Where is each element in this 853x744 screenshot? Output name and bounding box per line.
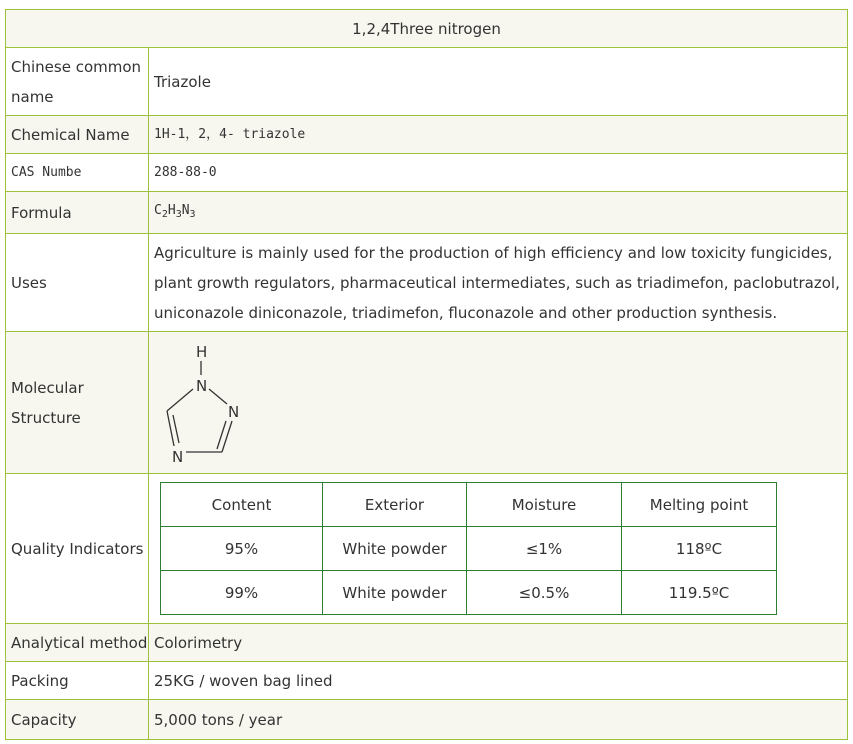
formula-value — [149, 192, 848, 234]
structure-cell — [149, 332, 848, 474]
title-row — [6, 10, 848, 48]
row-capacity — [6, 700, 848, 740]
triazole-structure-image — [154, 339, 254, 467]
quality-row — [161, 571, 777, 615]
row-label: Chemical Name — [6, 116, 149, 154]
quality-cell-melting: 119.5ºC — [622, 571, 777, 615]
row-label: Uses — [6, 234, 149, 332]
row-label: CAS Numbe — [6, 154, 149, 192]
row-label: Packing — [6, 662, 149, 700]
atom-n1: N — [196, 376, 208, 395]
quality-header-row — [161, 483, 777, 527]
row-formula — [6, 192, 848, 234]
atom-n2: N — [228, 402, 240, 421]
table-title: 1,2,4Three nitrogen — [6, 10, 848, 48]
quality-cell — [149, 474, 848, 624]
bond-n4-c5-double — [173, 415, 179, 443]
row-value: 1H-1，2，4- triazole — [149, 116, 848, 154]
bond-n1-c5 — [167, 389, 193, 411]
row-value: 25KG / woven bag lined — [149, 662, 848, 700]
row-value: Agriculture is mainly used for the production of high efficiency and low toxicity fungicides, plant growth regulators, pharmaceutical intermediates, such as triadimefon, paclobutrazol, uniconazole diniconazole, triadimefon, fluconazole and other production synthesis. — [149, 234, 848, 332]
quality-cell-content: 95% — [161, 527, 323, 571]
quality-indicators-table — [160, 482, 777, 615]
formula-c-sub: 2 — [161, 208, 168, 220]
row-common-name — [6, 48, 848, 116]
quality-header: Exterior — [323, 483, 467, 527]
row-chemical-name — [6, 116, 848, 154]
quality-header: Content — [161, 483, 323, 527]
row-label: Molecular Structure — [6, 332, 149, 474]
row-label: Formula — [6, 192, 149, 234]
row-value: 5,000 tons / year — [149, 700, 848, 740]
quality-cell-melting: 118ºC — [622, 527, 777, 571]
quality-cell-exterior: White powder — [323, 527, 467, 571]
row-quality — [6, 474, 848, 624]
row-uses — [6, 234, 848, 332]
row-value: Triazole — [149, 48, 848, 116]
row-label: Quality Indicators — [6, 474, 149, 624]
product-spec-table — [5, 9, 848, 740]
atom-n3: N — [172, 447, 184, 466]
row-analytical — [6, 624, 848, 662]
row-label: Analytical method — [6, 624, 149, 662]
row-value: 288-88-0 — [149, 154, 848, 192]
formula-n: N — [181, 202, 190, 218]
row-label: Chinese common name — [6, 48, 149, 116]
row-packing — [6, 662, 848, 700]
atom-h: H — [196, 342, 208, 361]
row-structure — [6, 332, 848, 474]
quality-cell-content: 99% — [161, 571, 323, 615]
quality-row — [161, 527, 777, 571]
formula-n-sub: 3 — [189, 208, 196, 220]
row-cas — [6, 154, 848, 192]
bond-n1-n2 — [209, 389, 227, 404]
row-value: Colorimetry — [149, 624, 848, 662]
quality-header: Melting point — [622, 483, 777, 527]
quality-cell-moisture: ≤1% — [467, 527, 622, 571]
formula-h-sub: 3 — [175, 208, 182, 220]
formula-h: H — [167, 202, 176, 218]
formula-c: C — [154, 202, 162, 218]
row-label: Capacity — [6, 700, 149, 740]
quality-header: Moisture — [467, 483, 622, 527]
bond-n2-c3 — [222, 421, 232, 452]
quality-cell-moisture: ≤0.5% — [467, 571, 622, 615]
quality-cell-exterior: White powder — [323, 571, 467, 615]
